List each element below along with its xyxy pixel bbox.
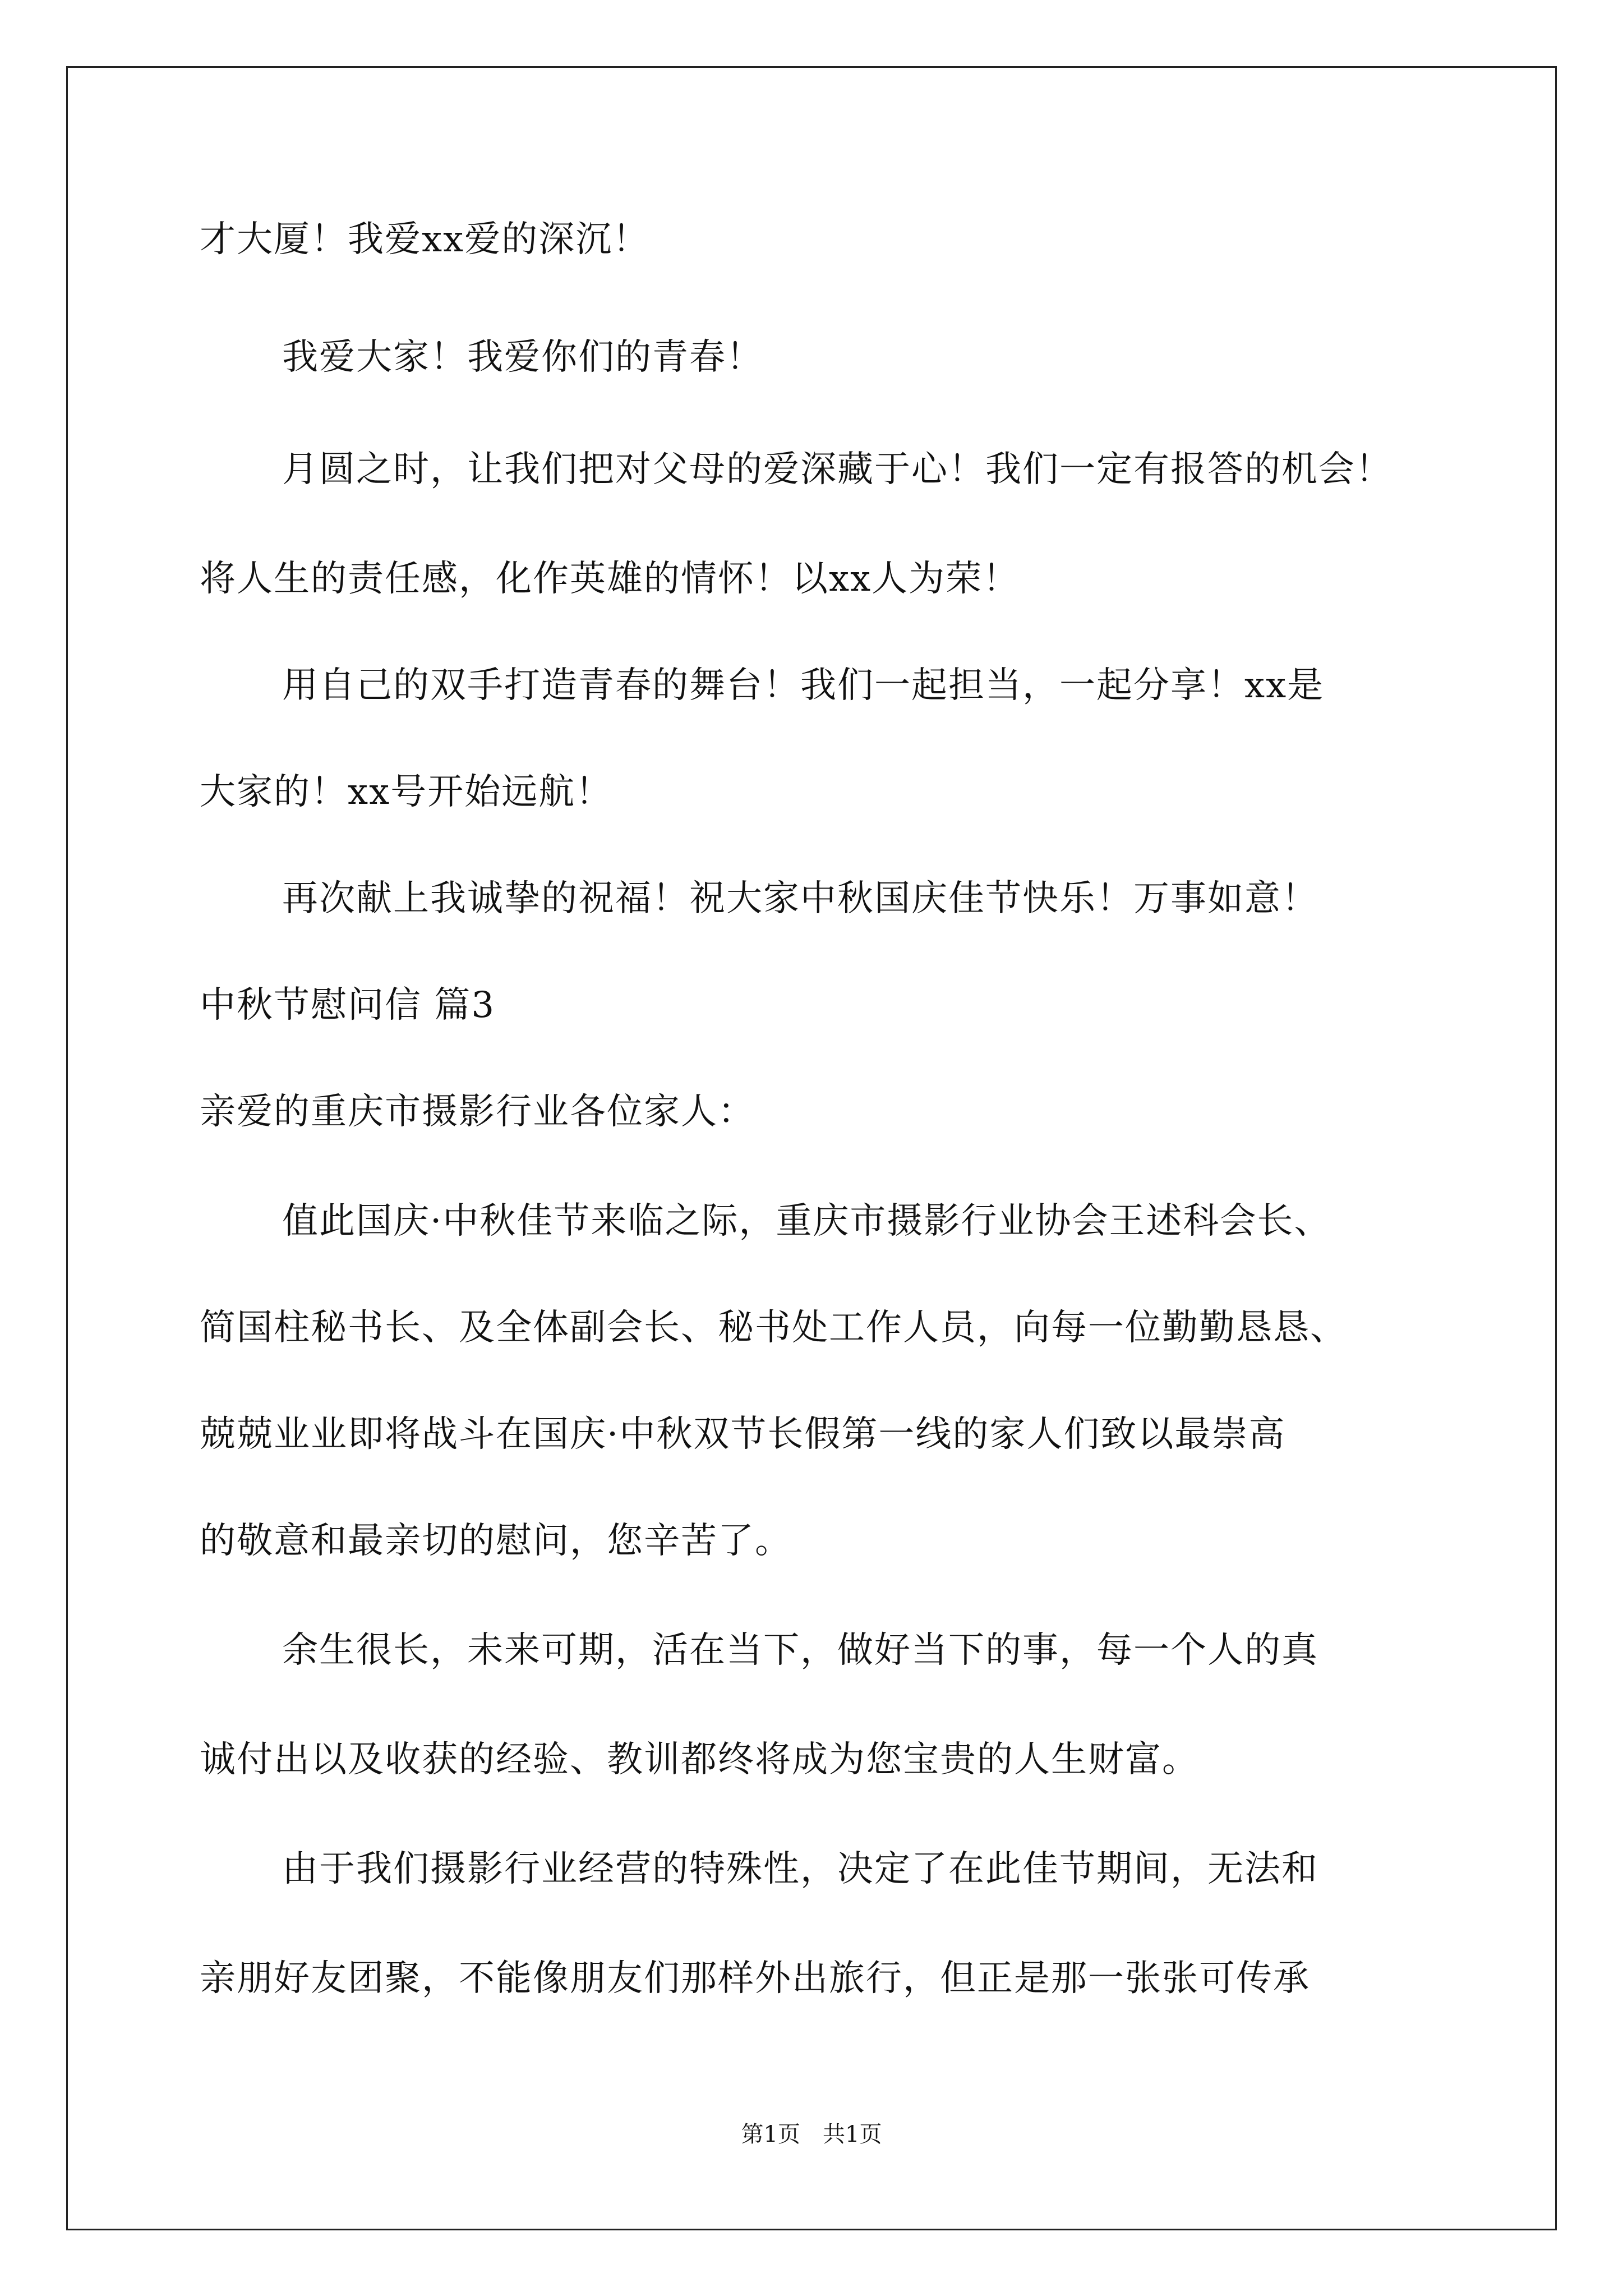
text-line: 月圆之时，让我们把对父母的爱深藏于心！我们一定有报答的机会！ (282, 449, 1393, 490)
text-line: 再次献上我诚挚的祝福！祝大家中秋国庆佳节快乐！万事如意！ (282, 878, 1318, 919)
text-line: 值此国庆·中秋佳节来临之际，重庆市摄影行业协会王述科会长、 (282, 1200, 1331, 1242)
text-line: 的敬意和最亲切的慰问，您辛苦了。 (200, 1520, 792, 1562)
page-number: 第1页 共1页 (741, 2122, 882, 2147)
text-line: 将人生的责任感，化作英雄的情怀！以xx人为荣！ (200, 558, 1020, 600)
page-border (66, 66, 1557, 2230)
text-line: 才大厦！我爱xx爱的深沉！ (200, 219, 650, 260)
text-line: 余生很长，未来可期，活在当下，做好当下的事，每一个人的真 (282, 1630, 1318, 1671)
text-line: 用自己的双手打造青春的舞台！我们一起担当，一起分享！xx是 (282, 665, 1325, 706)
salutation: 亲爱的重庆市摄影行业各位家人： (200, 1091, 755, 1133)
text-line: 诚付出以及收获的经验、教训都终将成为您宝贵的人生财富。 (200, 1739, 1199, 1780)
text-line: 由于我们摄影行业经营的特殊性，决定了在此佳节期间，无法和 (282, 1848, 1318, 1890)
text-line: 我爱大家！我爱你们的青春！ (282, 337, 763, 378)
text-line: 简国柱秘书长、及全体副会长、秘书处工作人员，向每一位勤勤恳恳、 (200, 1307, 1347, 1349)
text-line: 大家的！xx号开始远航！ (200, 771, 613, 813)
section-heading: 中秋节慰问信 篇3 (200, 984, 496, 1026)
text-line: 亲朋好友团聚，不能像朋友们那样外出旅行，但正是那一张张可传承 (200, 1958, 1310, 1999)
text-line: 兢兢业业即将战斗在国庆·中秋双节长假第一线的家人们致以最崇高 (200, 1414, 1286, 1455)
